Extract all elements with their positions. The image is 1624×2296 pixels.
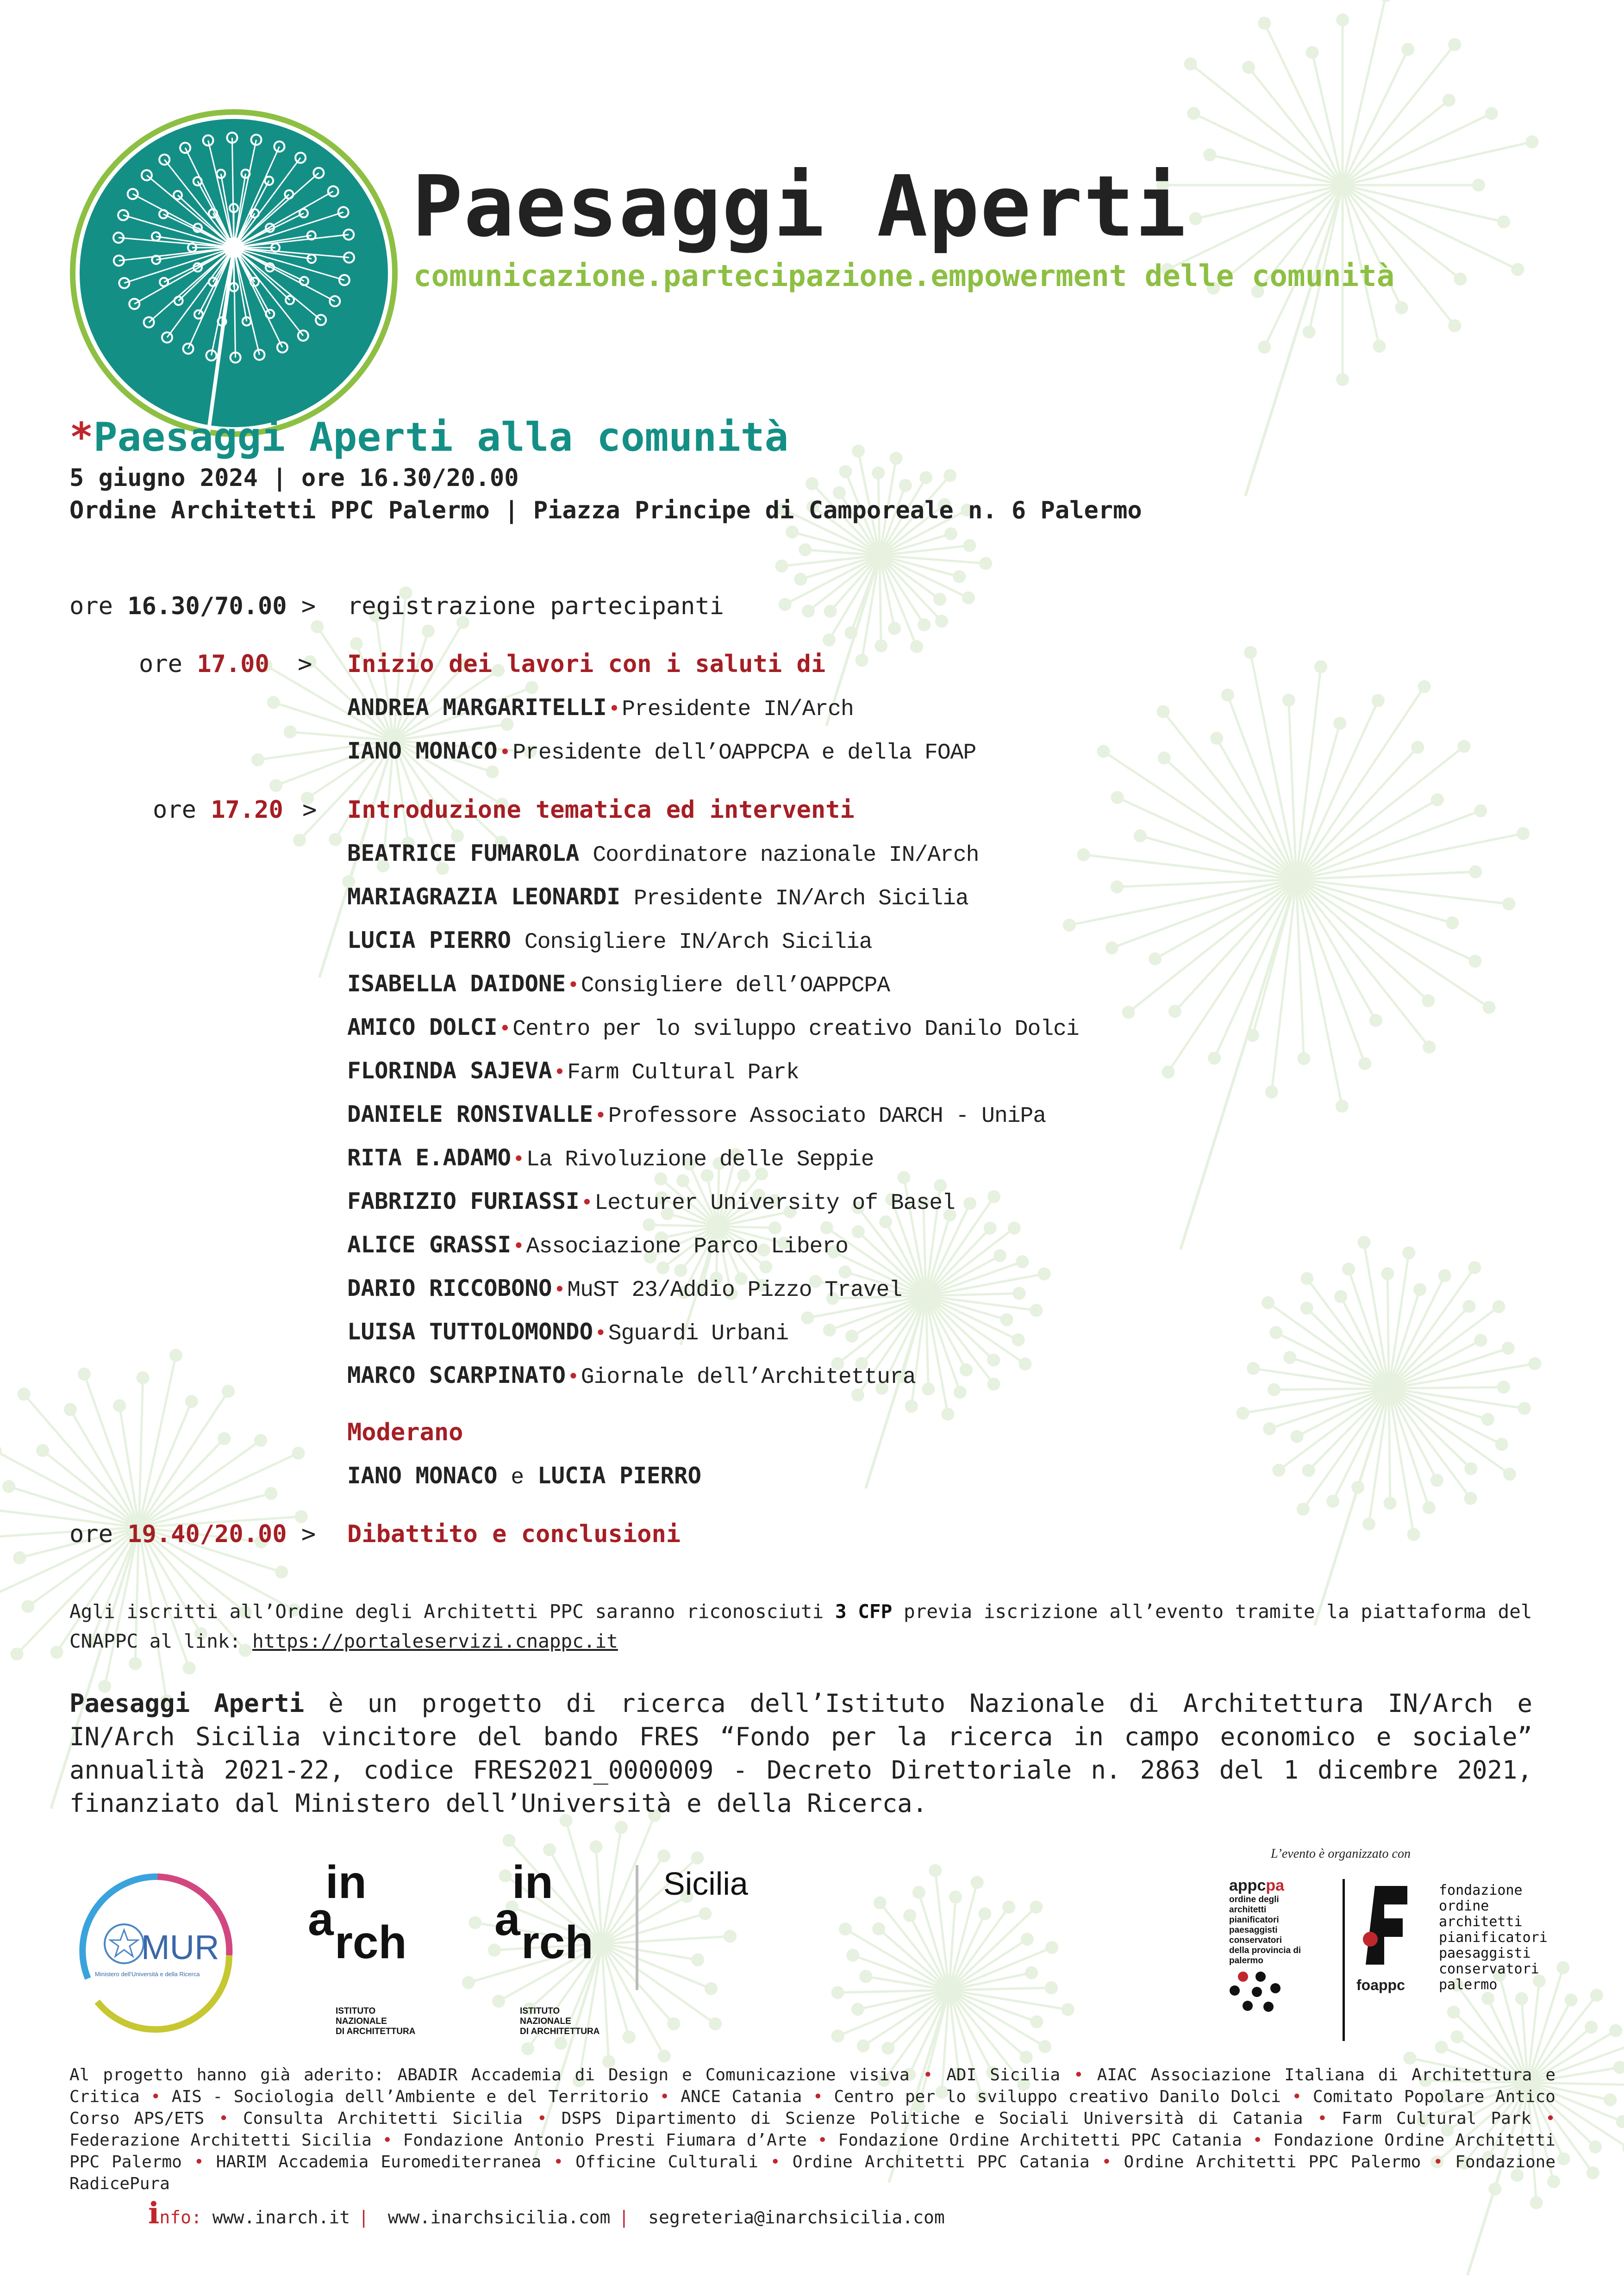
spacer [580, 843, 593, 868]
inarch-a: a [494, 1893, 520, 1945]
adherent-item: Fondazione Ordine Architetti PPC Catania [838, 2131, 1242, 2150]
mur-logo [69, 1863, 245, 2039]
speaker-role: Consigliere IN/Arch Sicilia [524, 930, 872, 955]
bullet: • [1433, 2153, 1443, 2172]
separator: | [618, 2207, 630, 2228]
bullet: • [581, 1191, 593, 1213]
arrow: > [301, 592, 316, 620]
foappc-line: fondazione [1439, 1882, 1523, 1898]
caption-line: DI ARCHITETTURA [520, 2027, 600, 2036]
bullet: • [194, 2153, 204, 2172]
info-label: nfo: [159, 2207, 202, 2228]
bullet: • [219, 2109, 229, 2128]
speaker-name: FABRIZIO FURIASSI [347, 1188, 580, 1214]
appcpa-logo [1229, 1877, 1340, 2043]
bullet: • [770, 2153, 781, 2172]
speaker-name: ANDREA MARGARITELLI [347, 694, 607, 721]
foappc-line: conservatori [1439, 1961, 1539, 1977]
foappc-line: architetti [1439, 1914, 1523, 1930]
info-bar [148, 2196, 945, 2231]
bullet: • [1317, 2109, 1328, 2128]
caption-line: ISTITUTO [336, 2006, 376, 2016]
bullet: • [1101, 2153, 1112, 2172]
appcpa-brand [1229, 1877, 1340, 1895]
info-email[interactable]: segreteria@inarchsicilia.com [648, 2207, 945, 2228]
brand-part: pa [1266, 1877, 1285, 1894]
speaker-row [347, 927, 872, 955]
adherent-item: ANCE Catania [681, 2087, 802, 2106]
appcpa-line: conservatori [1229, 1935, 1282, 1945]
adherents-list [69, 2064, 1555, 2195]
speaker-role: Farm Cultural Park [567, 1060, 799, 1085]
speaker-name: FLORINDA SAJEVA [347, 1058, 552, 1084]
inarch-in: in [325, 1856, 367, 1908]
cfp-text: previa iscrizione all’evento tramite la piattaforma del CNAPPC al link: [69, 1600, 1532, 1652]
speaker-row [347, 1014, 1079, 1042]
arrow: > [301, 1520, 316, 1548]
appcpa-line: della provincia di [1229, 1946, 1301, 1955]
bullet: • [568, 1365, 579, 1388]
speaker-name: ISABELLA DAIDONE [347, 971, 566, 997]
program-intro-text: Introduzione tematica ed interventi [347, 796, 855, 824]
appcpa-line: palermo [1229, 1956, 1263, 1966]
bullet: • [568, 973, 579, 996]
adherent-item: Consulta Architetti Sicilia [243, 2109, 523, 2128]
bullet: • [513, 1147, 525, 1170]
caption-line: DI ARCHITETTURA [336, 2027, 416, 2036]
speaker-name: IANO MONACO [347, 738, 498, 764]
inarch-rch: rch [521, 1916, 593, 1968]
inarch-caption [520, 2006, 600, 2037]
speaker-row [347, 1058, 799, 1085]
time-prefix: ore [69, 1520, 113, 1548]
adherent-item: ADI Sicilia [946, 2066, 1060, 2084]
foappc-brand: foappc [1356, 1977, 1405, 1993]
speaker-role: Presidente dell’OAPPCPA e della FOAP [512, 740, 976, 765]
spacer [620, 886, 634, 911]
event-title-text: Paesaggi Aperti alla comunità [93, 414, 789, 460]
speaker-role: Lecturer University of Basel [594, 1191, 955, 1216]
caption-line: NAZIONALE [520, 2016, 571, 2026]
bullet: • [1074, 2066, 1084, 2084]
foappc-line: paesaggisti [1439, 1945, 1531, 1961]
arrow: > [298, 650, 312, 678]
adherent-item: Farm Cultural Park [1342, 2109, 1531, 2128]
bullet: • [659, 2087, 670, 2106]
brand-part: appc [1229, 1877, 1266, 1894]
speaker-name: AMICO DOLCI [347, 1014, 498, 1040]
inarch-caption [336, 2006, 415, 2037]
speaker-name: RITA E.ADAMO [347, 1145, 512, 1171]
speaker-name: LUCIA PIERRO [347, 927, 512, 953]
appcpa-line: paesaggisti [1229, 1925, 1278, 1935]
speaker-row [347, 840, 979, 868]
speaker-role: Presidente IN/Arch [622, 697, 854, 722]
program-intro [153, 796, 317, 824]
moderators [347, 1462, 701, 1490]
speaker-role: Sguardi Urbani [608, 1321, 789, 1346]
adherent-item: Ordine Architetti PPC Palermo [1124, 2153, 1421, 2172]
dots-icon [1229, 1970, 1312, 2016]
bullet: • [923, 2066, 933, 2084]
adherents-intro: Al progetto hanno già aderito: [69, 2066, 384, 2084]
moderator-name: LUCIA PIERRO [537, 1462, 701, 1489]
conjunction: e [511, 1465, 525, 1490]
caption-line: ISTITUTO [520, 2006, 560, 2016]
adherent-item: AIS - Sociologia dell’Ambiente e del Territorio [171, 2087, 649, 2106]
appcpa-lines [1229, 1895, 1340, 1966]
adherent-item: Ordine Architetti PPC Catania [792, 2153, 1090, 2172]
speaker-name: DARIO RICCOBONO [347, 1275, 552, 1301]
bullet: • [150, 2087, 161, 2106]
speaker-row [347, 1101, 1046, 1129]
adherent-item: HARIM Accademia Euromediterranea [216, 2153, 542, 2172]
foappc-lines [1439, 1883, 1548, 1993]
separator: | [358, 2207, 369, 2228]
time-value: 19.40/20.00 [127, 1520, 287, 1548]
bullet: • [595, 1104, 606, 1126]
bullet: • [553, 2153, 564, 2172]
speaker-name: BEATRICE FUMAROLA [347, 840, 580, 866]
inarch-a: a [308, 1893, 334, 1945]
adherent-item: DSPS Dipartimento di Scienze Politiche e Sociali Università di Catania [561, 2109, 1303, 2128]
speaker-role: Consigliere dell’OAPPCPA [581, 973, 890, 998]
bullet: • [499, 740, 511, 763]
time-prefix: ore [139, 650, 182, 678]
bullet: • [513, 1234, 525, 1257]
speaker-row [347, 884, 968, 911]
adherent-item: Fondazione Ordine Architetti PPC Palermo [69, 2131, 1555, 2172]
speaker-row [347, 971, 890, 998]
cfp-link[interactable]: https://portaleservizi.cnappc.it [252, 1630, 618, 1652]
inarch-sicilia-logo [494, 1856, 754, 2050]
adherent-item: Officine Culturali [575, 2153, 758, 2172]
adherent-item: Federazione Architetti Sicilia [69, 2131, 372, 2150]
inarch-logo [308, 1856, 447, 2050]
info-i: i [148, 2196, 160, 2231]
program-opening [139, 650, 312, 678]
speaker-role: MuST 23/Addio Pizzo Travel [567, 1278, 902, 1303]
asterisk: * [69, 414, 94, 460]
program-registration-text: registrazione partecipanti [347, 592, 724, 620]
divider [636, 1865, 638, 1990]
speaker-row [347, 1362, 916, 1390]
mur-caption: Ministero dell'Università e della Ricerca [95, 1971, 200, 1978]
speaker-name: DANIELE RONSIVALLE [347, 1101, 593, 1127]
bullet: • [817, 2131, 828, 2150]
moderators-label: Moderano [347, 1419, 463, 1446]
bullet: • [595, 1321, 606, 1344]
bullet: • [1545, 2109, 1555, 2128]
time-prefix: ore [69, 592, 113, 620]
bullet: • [554, 1060, 566, 1083]
time-value: 17.00 [197, 650, 269, 678]
bullet: • [1252, 2131, 1263, 2150]
time-prefix: ore [153, 796, 196, 824]
foappc-line: ordine [1439, 1898, 1489, 1914]
speaker-row [347, 1319, 788, 1346]
page-title: Paesaggi Aperti [412, 157, 1187, 255]
speaker-role: Centro per lo sviluppo creativo Danilo Dolci [512, 1017, 1079, 1042]
speaker-name: LUISA TUTTOLOMONDO [347, 1319, 593, 1345]
adherent-item: Fondazione RadicePura [69, 2153, 1556, 2193]
arrow: > [302, 796, 317, 824]
adherent-item: ABADIR Accademia di Design e Comunicazione visiva [397, 2066, 910, 2084]
spacer [511, 930, 525, 955]
program-opening-text: Inizio dei lavori con i saluti di [347, 650, 826, 678]
appcpa-line: ordine degli [1229, 1895, 1279, 1904]
organized-by-label: L’evento è organizzato con [1271, 1847, 1411, 1861]
speaker-row [347, 1145, 874, 1172]
speaker-role: Giornale dell’Architettura [581, 1365, 916, 1390]
inarch-rch: rch [335, 1916, 407, 1968]
program-closing-text: Dibattito e conclusioni [347, 1520, 681, 1548]
appcpa-line: pianificatori [1229, 1915, 1279, 1925]
adherent-item: Centro per lo sviluppo creativo Danilo Dolci [834, 2087, 1281, 2106]
time-value: 16.30/70.00 [127, 592, 287, 620]
project-description [69, 1687, 1532, 1820]
program-closing [69, 1520, 316, 1548]
bullet: • [537, 2109, 547, 2128]
cfp-note [69, 1597, 1555, 1656]
appcpa-line: architetti [1229, 1905, 1267, 1915]
divider [1343, 1879, 1345, 2041]
bullet: • [812, 2087, 823, 2106]
bullet: • [608, 697, 620, 720]
cfp-credits: 3 CFP [835, 1600, 893, 1623]
speaker-role: Coordinatore nazionale IN/Arch [593, 843, 979, 868]
speaker-role: La Rivoluzione delle Seppie [526, 1147, 874, 1172]
event-place: Ordine Architetti PPC Palermo | Piazza Principe di Camporeale n. 6 Palermo [69, 497, 1142, 524]
speaker-role: Associazione Parco Libero [526, 1234, 848, 1259]
speaker-row [347, 738, 976, 765]
description-lead: Paesaggi Aperti [69, 1689, 305, 1718]
event-date: 5 giugno 2024 | ore 16.30/20.00 [69, 464, 519, 492]
foappc-line: pianificatori [1439, 1929, 1548, 1946]
foappc-f-icon [1356, 1877, 1417, 1974]
speaker-role: Presidente IN/Arch Sicilia [633, 886, 968, 911]
adherent-item: Comitato Popolare Antico Corso APS/ETS [69, 2087, 1555, 2128]
speaker-row [347, 1275, 902, 1303]
caption-line: NAZIONALE [336, 2016, 387, 2026]
speaker-row [347, 1188, 955, 1216]
sicilia-label: Sicilia [663, 1866, 748, 1902]
moderator-name: IANO MONACO [347, 1462, 498, 1489]
bullet: • [1292, 2087, 1302, 2106]
bullet: • [499, 1017, 511, 1039]
speaker-name: MARIAGRAZIA LEONARDI [347, 884, 621, 910]
info-link[interactable]: www.inarch.it [212, 2207, 350, 2228]
bullet: • [382, 2131, 393, 2150]
event-title [69, 414, 788, 460]
page-subtitle: comunicazione.partecipazione.empowerment delle comunità [413, 259, 1395, 293]
description-text: è un progetto di ricerca dell’Istituto Nazionale di Architettura IN/Arch e IN/Arch Sicilia vincitore del bando FRES “Fondo per la ricerca in campo economico e sociale” annualità 2021-22, codice FRES2021_0000009 - Decreto Direttoriale n. 2863 del 1 dicembre 2021, finanziato dal Ministero dell’Università e della Ricerca. [69, 1689, 1532, 1818]
time-value: 17.20 [211, 796, 283, 824]
speaker-name: MARCO SCARPINATO [347, 1362, 566, 1388]
cfp-text: Agli iscritti all’Ordine degli Architetti PPC saranno riconosciuti [69, 1600, 824, 1623]
foappc-line: palermo [1439, 1977, 1498, 1993]
speaker-name: ALICE GRASSI [347, 1232, 512, 1258]
info-link[interactable]: www.inarchsicilia.com [387, 2207, 611, 2228]
bullet: • [554, 1278, 566, 1300]
speaker-role: Professore Associato DARCH - UniPa [608, 1104, 1046, 1129]
mur-label: MUR [141, 1928, 219, 1966]
inarch-in: in [512, 1856, 553, 1908]
adherent-item: AIAC Associazione Italiana di Architettura e Critica [69, 2066, 1556, 2106]
foappc-logo [1356, 1877, 1449, 2043]
program-registration [69, 592, 316, 620]
speaker-row [347, 694, 854, 722]
speaker-row [347, 1232, 848, 1259]
dandelion-icon [69, 109, 398, 437]
adherent-item: Fondazione Antonio Presti Fiumara d’Arte [403, 2131, 807, 2150]
